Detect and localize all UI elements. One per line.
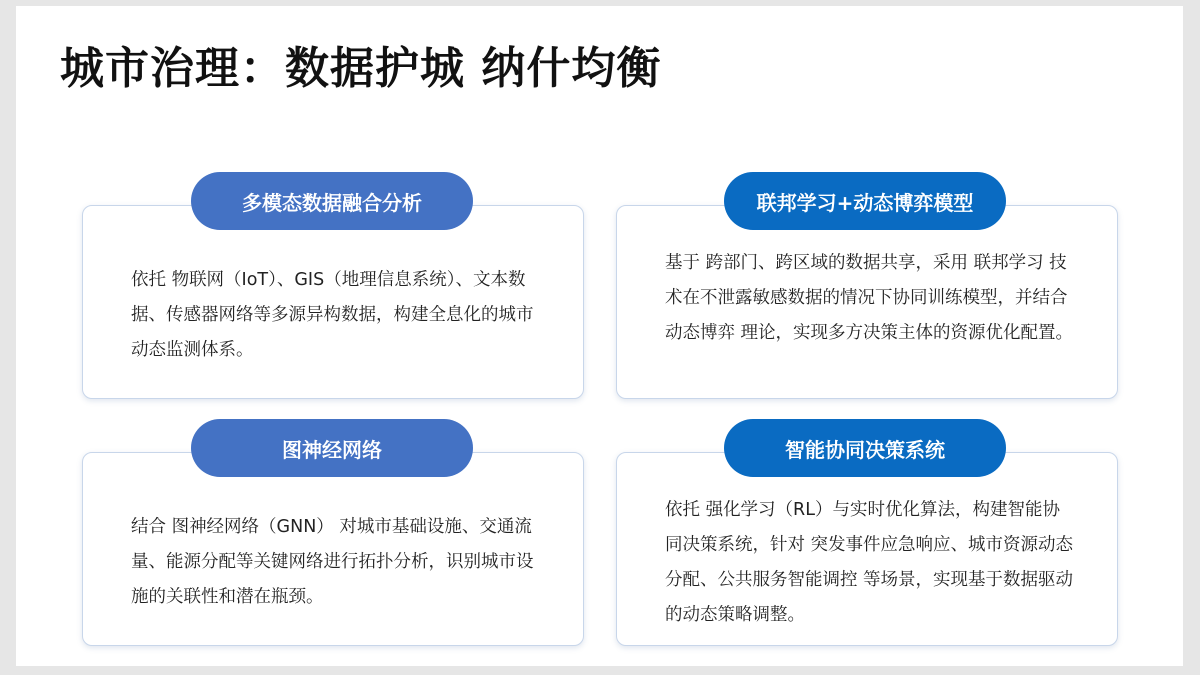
slide-title: 城市治理：数据护城 纳什均衡 xyxy=(60,43,662,94)
card-graph-neural-network xyxy=(82,452,584,646)
card-heading-pill: 多模态数据融合分析 xyxy=(191,172,473,230)
card-multimodal-fusion xyxy=(82,205,584,399)
card-body: 结合 图神经网络（GNN） 对城市基础设施、交通流量、能源分配等关键网络进行拓扑分析，识别城市设施的关联性和潜在瓶颈。 xyxy=(131,517,534,607)
card-heading-pill: 联邦学习+动态博弈模型 xyxy=(724,172,1006,230)
card-federated-learning xyxy=(616,205,1118,399)
card-heading-pill: 智能协同决策系统 xyxy=(724,419,1006,477)
card-body: 基于 跨部门、跨区域的数据共享，采用 联邦学习 技术在不泄露敏感数据的情况下协同训练模型，并结合 动态博弈 理论，实现多方决策主体的资源优化配置。 xyxy=(665,253,1074,343)
card-collaborative-decision xyxy=(616,452,1118,646)
card-heading-pill: 图神经网络 xyxy=(191,419,473,477)
slide xyxy=(16,6,1183,666)
card-body: 依托 物联网（IoT）、GIS（地理信息系统）、文本数据、传感器网络等多源异构数据，构建全息化的城市动态监测体系。 xyxy=(131,270,534,360)
card-body: 依托 强化学习（RL）与实时优化算法，构建智能协同决策系统，针对 突发事件应急响应、城市资源动态分配、公共服务智能调控 等场景，实现基于数据驱动的动态策略调整。 xyxy=(665,500,1074,625)
